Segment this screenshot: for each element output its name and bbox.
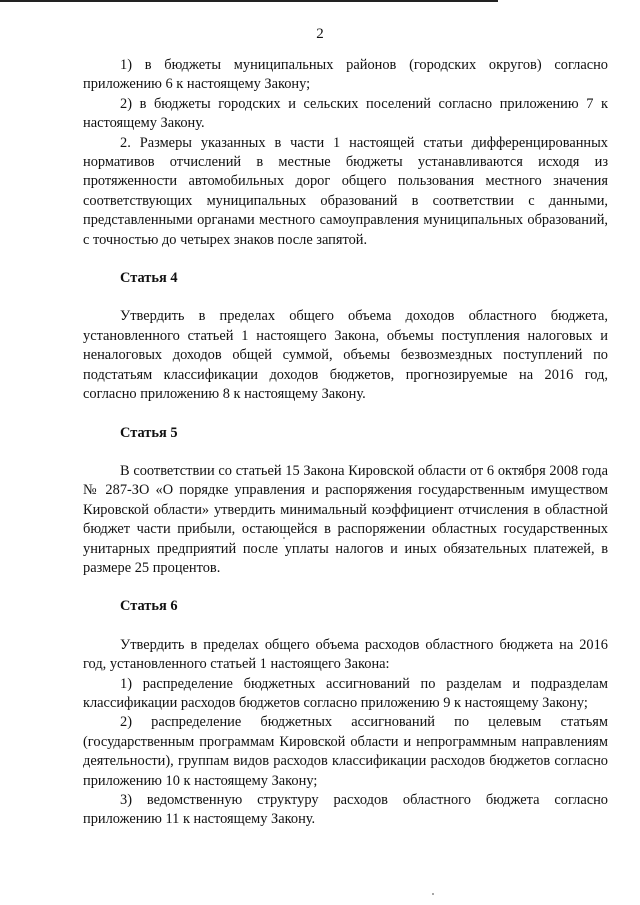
document-body: [83, 56, 608, 830]
article-4-heading: Статья 4: [120, 270, 178, 287]
article-6-item-1: 1) распределение бюджетных ассигнований по разделам и подразделам классификации расходов бюджетов согласно приложению 9 к настоящему Закону;: [83, 675, 608, 711]
paragraph-item-2: 2) в бюджеты городских и сельских поселений согласно приложению 7 к настоящему Закону.: [83, 95, 608, 132]
article-5-heading: Статья 5: [120, 424, 178, 441]
scan-speck: [432, 893, 434, 895]
page-number: 2: [316, 26, 324, 42]
article-4-text: Утвердить в пределах общего объема доходов областного бюджета, установленного статьей 1 настоящего Закона, объемы поступления налоговых и неналоговых доходов общей суммой, объемы безвозмездных поступлений по подстатьям классификации доходов бюджетов, прогнозируемые на 2016 год, согласно приложению 8 к настоящему Закону.: [83, 308, 608, 403]
article-6-item-2: 2) распределение бюджетных ассигнований по целевым статьям (государственным программам Кировской области и непрограммным направлениям деятельности), группам видов расходов классификации расходов бюджетов согласно приложению 10 к настоящему Закону;: [83, 714, 608, 789]
top-border-line: [0, 0, 498, 2]
article-6-heading: Статья 6: [120, 598, 178, 615]
article-6-intro: Утвердить в пределах общего объема расходов областного бюджета на 2016 год, установленного статьей 1 настоящего Закона:: [83, 636, 608, 673]
article-6-item-3: 3) ведомственную структуру расходов областного бюджета согласно приложению 11 к настоящему Закону.: [83, 792, 608, 828]
article-5-text: В соответствии со статьей 15 Закона Кировской области от 6 октября 2008 года № 287-ЗО «О порядке управления и распоряжения государственным имуществом Кировской области» утвердить минимальный коэффициент отчисления в областной бюджет части прибыли, остающейся в распоряжении областных государственных унитарных предприятий после уплаты налогов и иных обязательных платежей, в размере 25 процентов.: [83, 462, 608, 576]
scan-speck: [283, 537, 285, 539]
paragraph-item-1: 1) в бюджеты муниципальных районов (городских округов) согласно приложению 6 к настоящему Закону;: [83, 57, 608, 93]
paragraph-part-2: 2. Размеры указанных в части 1 настоящей статьи дифференцированных нормативов отчислений в местные бюджеты устанавливаются исходя из протяженности автомобильных дорог общего пользования местного значения соответствующих муниципальных образований в соответствии с данными, представленными органами местного самоуправления муниципальных образований, с точностью до четырех знаков после запятой.: [83, 134, 608, 248]
